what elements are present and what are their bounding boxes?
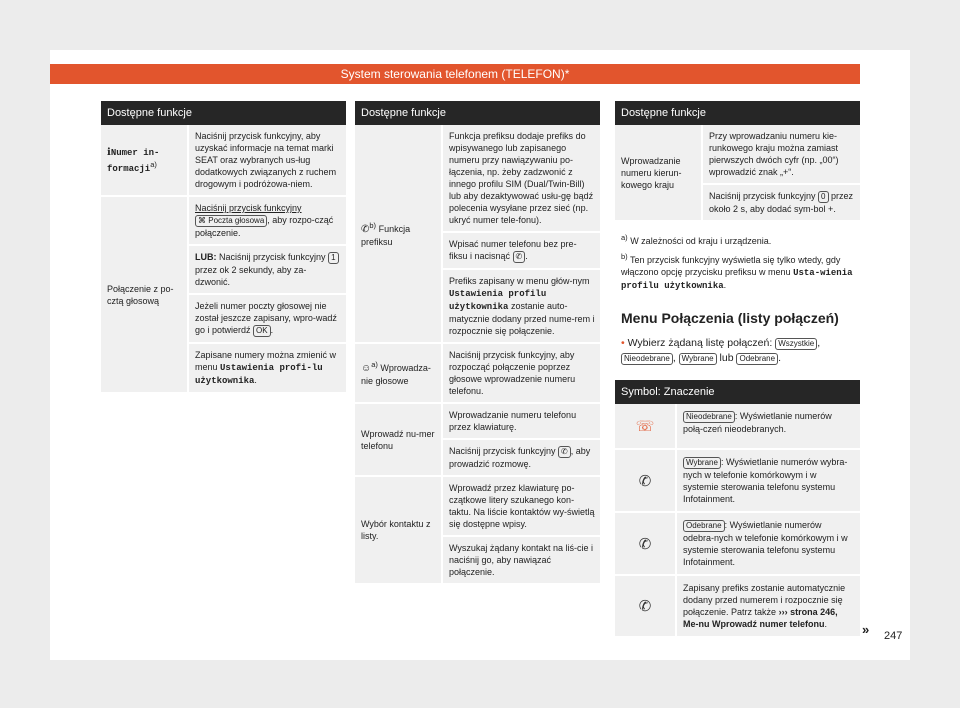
row-text: Wyszukaj żądany kontakt na liś-cie i naciśnij go, aby nawiązać połączenie.: [441, 535, 600, 583]
functions-column-3: [615, 101, 860, 638]
row-label: ℹNumer in-formacji$^{a)}$: [107, 146, 160, 174]
info-icon: ℹ: [107, 146, 111, 158]
row-text: Naciśnij przycisk funkcyjny ⌘ Poczta głosowa , aby rozpo-cząć połączenie.: [187, 197, 346, 244]
ok-key: OK: [253, 325, 271, 337]
row-text: Odebrane : Wyświetlanie numerów odebra-nych w telefonie komórkowym i w systemie sterowania telefonu systemu Infotainment.: [675, 513, 860, 574]
tab-missed[interactable]: Nieodebrane: [621, 353, 673, 365]
prefix-call-icon: ✆: [638, 598, 652, 615]
section-title: Menu Połączenia (listy połączeń): [621, 310, 839, 326]
row-text: LUB: Naciśnij przycisk funkcyjny 1 przez ok 2 sekundy, aby za-dzwonić.: [187, 244, 346, 293]
table-head: Dostępne funkcje: [615, 101, 860, 125]
page-number: 247: [884, 630, 903, 642]
footnote-a: $^{a)}$ W zależności od kraju i urządzenia.: [621, 233, 772, 246]
table-row: [355, 477, 600, 585]
key-1: 1: [328, 252, 338, 264]
functions-table-2: [355, 101, 600, 585]
table-head: Dostępne funkcje: [355, 101, 600, 125]
table-row: [355, 125, 600, 344]
row-text: Jeżeli numer poczty głosowej nie został jeszcze zapisany, wpro-wadź go i potwierdź OK .: [187, 293, 346, 342]
missed-call-icon: ☏: [635, 418, 655, 435]
row-label: Wybór kontaktu z listy.: [361, 519, 431, 541]
tab-all[interactable]: Wszystkie: [775, 338, 817, 350]
received-call-icon: ✆: [638, 535, 652, 553]
next-page-arrow: »: [862, 622, 870, 637]
row-label: Wprowadzanie numeru kierun-kowego kraju: [621, 155, 682, 190]
table-row: [101, 125, 346, 197]
row-text: Naciśnij przycisk funkcyjny, aby rozpocząć połączenie poprzez głosowe wprowadzenie numeru telefonu.: [441, 344, 600, 402]
row-text: Zapisane numery można zmienić w menu Ustawienia profi-lu użytkownika.: [187, 342, 346, 392]
table-row: [355, 404, 600, 477]
tab-received[interactable]: Odebrane: [736, 353, 778, 365]
functions-table-1: [101, 101, 346, 394]
row-text: Naciśnij przycisk funkcyjny 0 przez około 2 s, aby dodać sym-bol +.: [701, 183, 860, 220]
row-text: Naciśnij przycisk funkcyjny, aby uzyskać informacje na temat marki SEAT oraz wybranych us-ług dodatkowych związanych z ruchem drogowym i podróżowa-niem.: [187, 125, 346, 195]
bullet-item: • Wybierz żądaną listę połączeń: Wszystkie , Nieodebrane , Wybrane lub Odebrane .: [621, 337, 821, 364]
table-row: [615, 125, 860, 222]
table-row: [101, 197, 346, 394]
dialed-call-icon: ✆: [638, 472, 652, 490]
row-label: Wprowadź nu-mer telefonu: [361, 428, 435, 451]
table-row: [615, 576, 860, 638]
page-header: System sterowania telefonem (TELEFON)*: [50, 64, 860, 84]
table-row: [355, 344, 600, 404]
tab-dialed[interactable]: Wybrane: [679, 353, 717, 365]
prefix-call-icon: ✆: [513, 251, 526, 263]
row-text: Naciśnij przycisk funkcyjny ✆ , aby prowadzić rozmowę.: [441, 438, 600, 475]
table-row: [615, 404, 860, 450]
table-row: [615, 450, 860, 513]
row-text: Wprowadź przez klawiaturę po-czątkowe litery szukanego kon-taktu. Na liście kontaktów wy-świetlą się dostępne wpisy.: [441, 477, 600, 535]
voicemail-icon: ⌘: [198, 216, 206, 225]
footnote-b: $^{b)}$ Ten przycisk funkcyjny wyświetla się tylko wtedy, gdy włączono opcję przycisku prefiksu w menu Usta-wienia profilu użytkownika.: [621, 252, 853, 291]
row-text: Wprowadzanie numeru telefonu przez klawiaturę.: [441, 404, 600, 438]
row-text: Prefiks zapisany w menu głów-nym Ustawienia profilu użytkownika zostanie auto-matycznie dodany przed nume-rem i rozpocznie się połączenie.: [441, 268, 600, 342]
symbol-table-head: Symbol: Znaczenie: [615, 380, 860, 404]
voice-input-icon: ☺: [361, 363, 372, 374]
row-text: Nieodebrane : Wyświetlanie numerów połą-czeń nieodebranych.: [675, 404, 860, 448]
voicemail-key: ⌘ Poczta głosowa: [195, 215, 267, 227]
row-text: Wpisać numer telefonu bez pre-fiksu i nacisnąć ✆ .: [441, 231, 600, 268]
key-0: 0: [818, 191, 828, 203]
row-text: Zapisany prefiks zostanie automatycznie dodany przed numerem i rozpocznie się połączenie. Patrz także ››› strona 246, Me-nu Wprowadź numer telefonu.: [675, 576, 860, 636]
table-row: [615, 513, 860, 576]
row-text: Funkcja prefiksu dodaje prefiks do wpisywanego lub zapisanego numeru przy nawiązywaniu po-łączenia, np. żeby zadzwonić z innego profilu SIM (Dual/Twin-Bill) lub aby dezaktywować usłu-gę bądź polecenia wysyłane przez sieć (np. ukryć numer tele-fonu).: [441, 125, 600, 231]
row-text: Przy wprowadzaniu numeru kie-runkowego kraju można zamiast pierwszych dwóch cyfr (np. „00“) wprowadzić znak „+“.: [701, 125, 860, 183]
row-label: ☺$^{a)}$ Wprowadza-nie głosowe: [361, 360, 431, 386]
row-text: Wybrane : Wyświetlanie numerów wybra-nych w telefonie komórkowym i w systemie sterowania telefonu systemu Infotainment.: [675, 450, 860, 511]
row-label: ✆$^{b)}$ Funkcja prefiksu: [361, 220, 411, 247]
prefix-phone-icon: ✆: [361, 223, 370, 235]
call-icon: ✆: [558, 446, 571, 458]
table-head: Dostępne funkcje: [101, 101, 346, 125]
row-label: Połączenie z po-cztą głosową: [107, 283, 174, 306]
